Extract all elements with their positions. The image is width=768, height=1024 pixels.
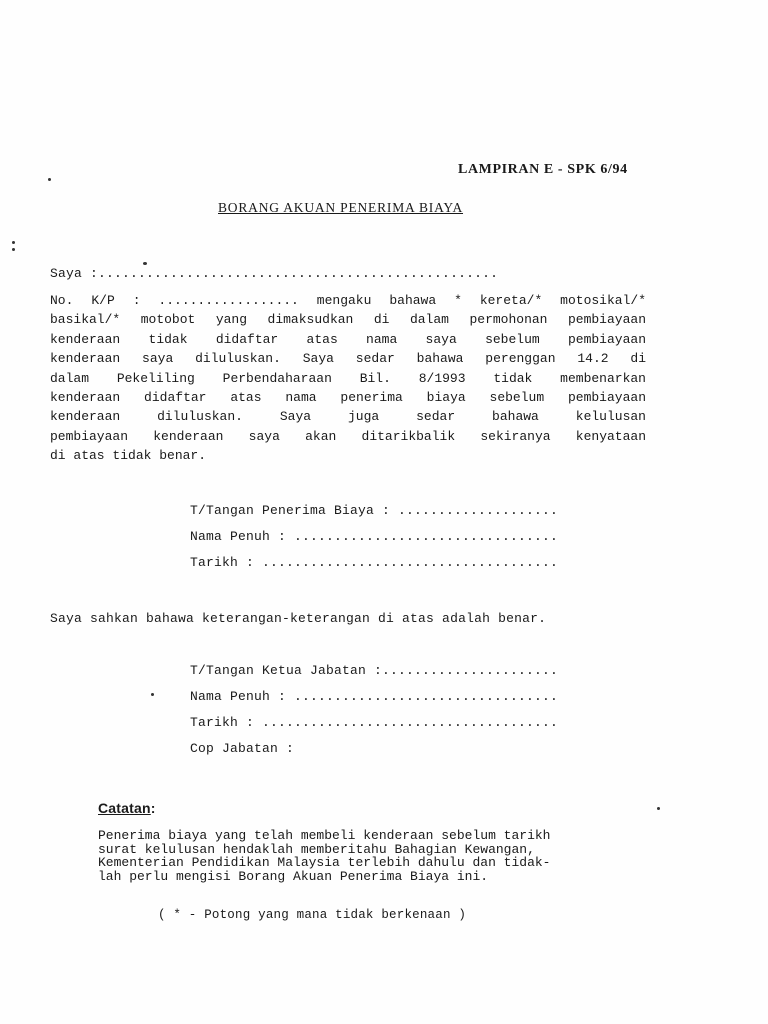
scan-speck [657, 807, 660, 810]
scan-speck [12, 248, 15, 251]
notes-text [98, 829, 646, 883]
paragraph-line: kenderaan saya diluluskan. Saya sedar bahawa perenggan 14.2 di [50, 351, 646, 367]
scan-speck [12, 241, 15, 244]
recipient-date-field[interactable]: Tarikh : ..................................... [190, 555, 559, 570]
scan-speck [48, 178, 51, 181]
note-line: Kementerian Pendidikan Malaysia terlebih dahulu dan tidak- [98, 855, 551, 870]
paragraph-line: dalam Pekeliling Perbendaharaan Bil. 8/1993 tidak membenarkan [50, 370, 646, 386]
paragraph-line: pembiayaan kenderaan saya akan ditarikbalik sekiranya kenyataan [50, 428, 646, 444]
form-reference: LAMPIRAN E - SPK 6/94 [458, 162, 628, 177]
confirmation-statement: Saya sahkan bahawa keterangan-keterangan di atas adalah benar. [50, 611, 547, 626]
declaration-paragraph [50, 291, 646, 466]
notes-heading-colon: : [150, 800, 156, 816]
paragraph-line: kenderaan didaftar atas nama penerima biaya sebelum pembiayaan [50, 390, 646, 406]
recipient-name-field[interactable]: Nama Penuh : ................................. [190, 529, 559, 544]
department-stamp-field[interactable]: Cop Jabatan : [190, 741, 295, 756]
head-date-field[interactable]: Tarikh : ..................................... [190, 715, 559, 730]
scan-speck [151, 693, 154, 696]
head-signature-field[interactable]: T/Tangan Ketua Jabatan :...................... [190, 663, 559, 678]
paragraph-line: kenderaan diluluskan. Saya juga sedar bahawa kelulusan [50, 409, 646, 425]
kp-line: No. K/P : .................. mengaku bahawa * kereta/* motosikal/* [50, 293, 646, 308]
head-name-field[interactable]: Nama Penuh : ................................. [190, 689, 559, 704]
paragraph-line: kenderaan tidak didaftar atas nama saya sebelum pembiayaan [50, 331, 646, 347]
paragraph-line: basikal/* motobot yang dimaksudkan di dalam permohonan pembiayaan [50, 312, 646, 328]
form-title: BORANG AKUAN PENERIMA BIAYA [218, 200, 464, 215]
paragraph-line: di atas tidak benar. [50, 448, 207, 464]
note-line: Penerima biaya yang telah membeli kenderaan sebelum tarikh [98, 828, 551, 843]
recipient-signature-field[interactable]: T/Tangan Penerima Biaya : .................... [190, 503, 559, 518]
note-line: surat kelulusan hendaklah memberitahu Bahagian Kewangan, [98, 841, 535, 857]
saya-line: Saya :.................................................. [50, 266, 499, 281]
footer-note: ( * - Potong yang mana tidak berkenaan ) [158, 908, 467, 922]
notes-heading [98, 800, 156, 816]
scan-speck [143, 262, 147, 265]
notes-heading-text: Catatan [98, 800, 151, 816]
note-line: lah perlu mengisi Borang Akuan Penerima Biaya ini. [98, 868, 489, 884]
